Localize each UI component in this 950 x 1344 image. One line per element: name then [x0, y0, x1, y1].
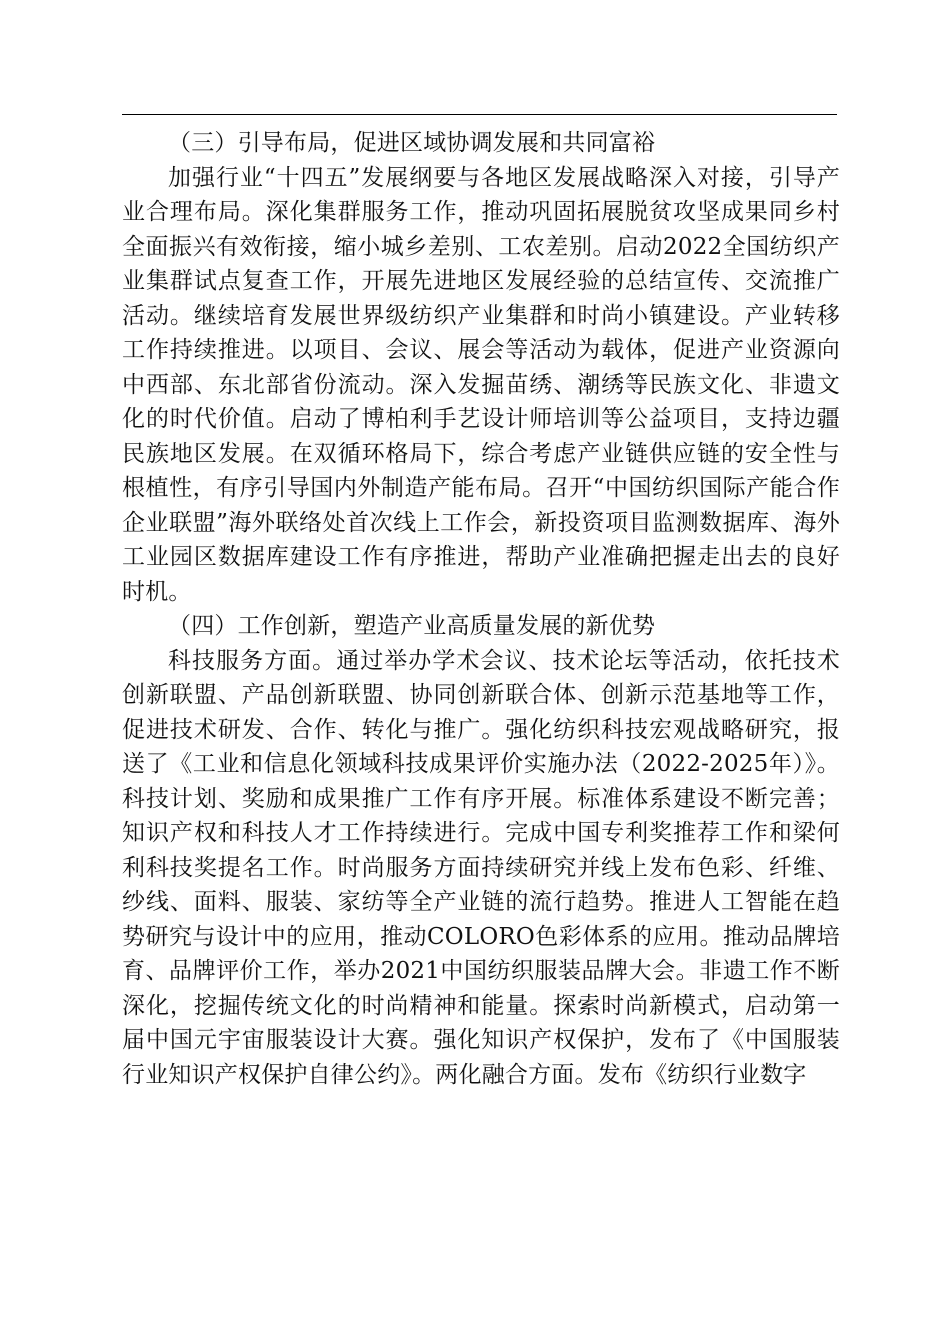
section-heading-4: （四）工作创新，塑造产业高质量发展的新优势 [168, 613, 656, 639]
section-paragraph-4: 科技服务方面。通过举办学术会议、技术论坛等活动，依托技术创新联盟、产品创新联盟、协同创新联合体、创新示范基地等工作，促进技术研发、合作、转化与推广。强化纺织科技宏观战略研究，报送了《工业和信息化领域科技成果评价实施办法（2022-2025年）》。科技计划、奖励和成果推广工作有序开展。标准体系建设不断完善；知识产权和科技人才工作持续进行。完成中国专利奖推荐工作和梁何利科技奖提名工作。时尚服务方面持续研究并线上发布色彩、纤维、纱线、面料、服装、家纺等全产业链的流行趋势。推进人工智能在趋势研究与设计中的应用，推动COLORO色彩体系的应用。推动品牌培育、品牌评价工作，举办2021中国纺织服装品牌大会。非遗工作不断深化，挖掘传统文化的时尚精神和能量。探索时尚新模式，启动第一届中国元宇宙服装设计大赛。强化知识产权保护，发布了《中国服装行业知识产权保护自律公约》。两化融合方面。发布《纺织行业数字 [122, 647, 840, 1088]
header-rule [122, 114, 837, 115]
document-body [122, 126, 840, 1092]
section-heading-3: （三）引导布局，促进区域协调发展和共同富裕 [168, 130, 656, 156]
section-paragraph-3: 加强行业“十四五”发展纲要与各地区发展战略深入对接，引导产业合理布局。深化集群服务工作，推动巩固拓展脱贫攻坚成果同乡村全面振兴有效衔接，缩小城乡差别、工农差别。启动2022全国纺织产业集群试点复查工作，开展先进地区发展经验的总结宣传、交流推广活动。继续培育发展世界级纺织产业集群和时尚小镇建设。产业转移工作持续推进。以项目、会议、展会等活动为载体，促进产业资源向中西部、东北部省份流动。深入发掘苗绣、潮绣等民族文化、非遗文化的时代价值。启动了博柏利手艺设计师培训等公益项目，支持边疆民族地区发展。在双循环格局下，综合考虑产业链供应链的安全性与根植性，有序引导国内外制造产能布局。召开“中国纺织国际产能合作企业联盟”海外联络处首次线上工作会，新投资项目监测数据库、海外工业园区数据库建设工作有序推进，帮助产业准确把握走出去的良好时机。 [122, 164, 840, 605]
